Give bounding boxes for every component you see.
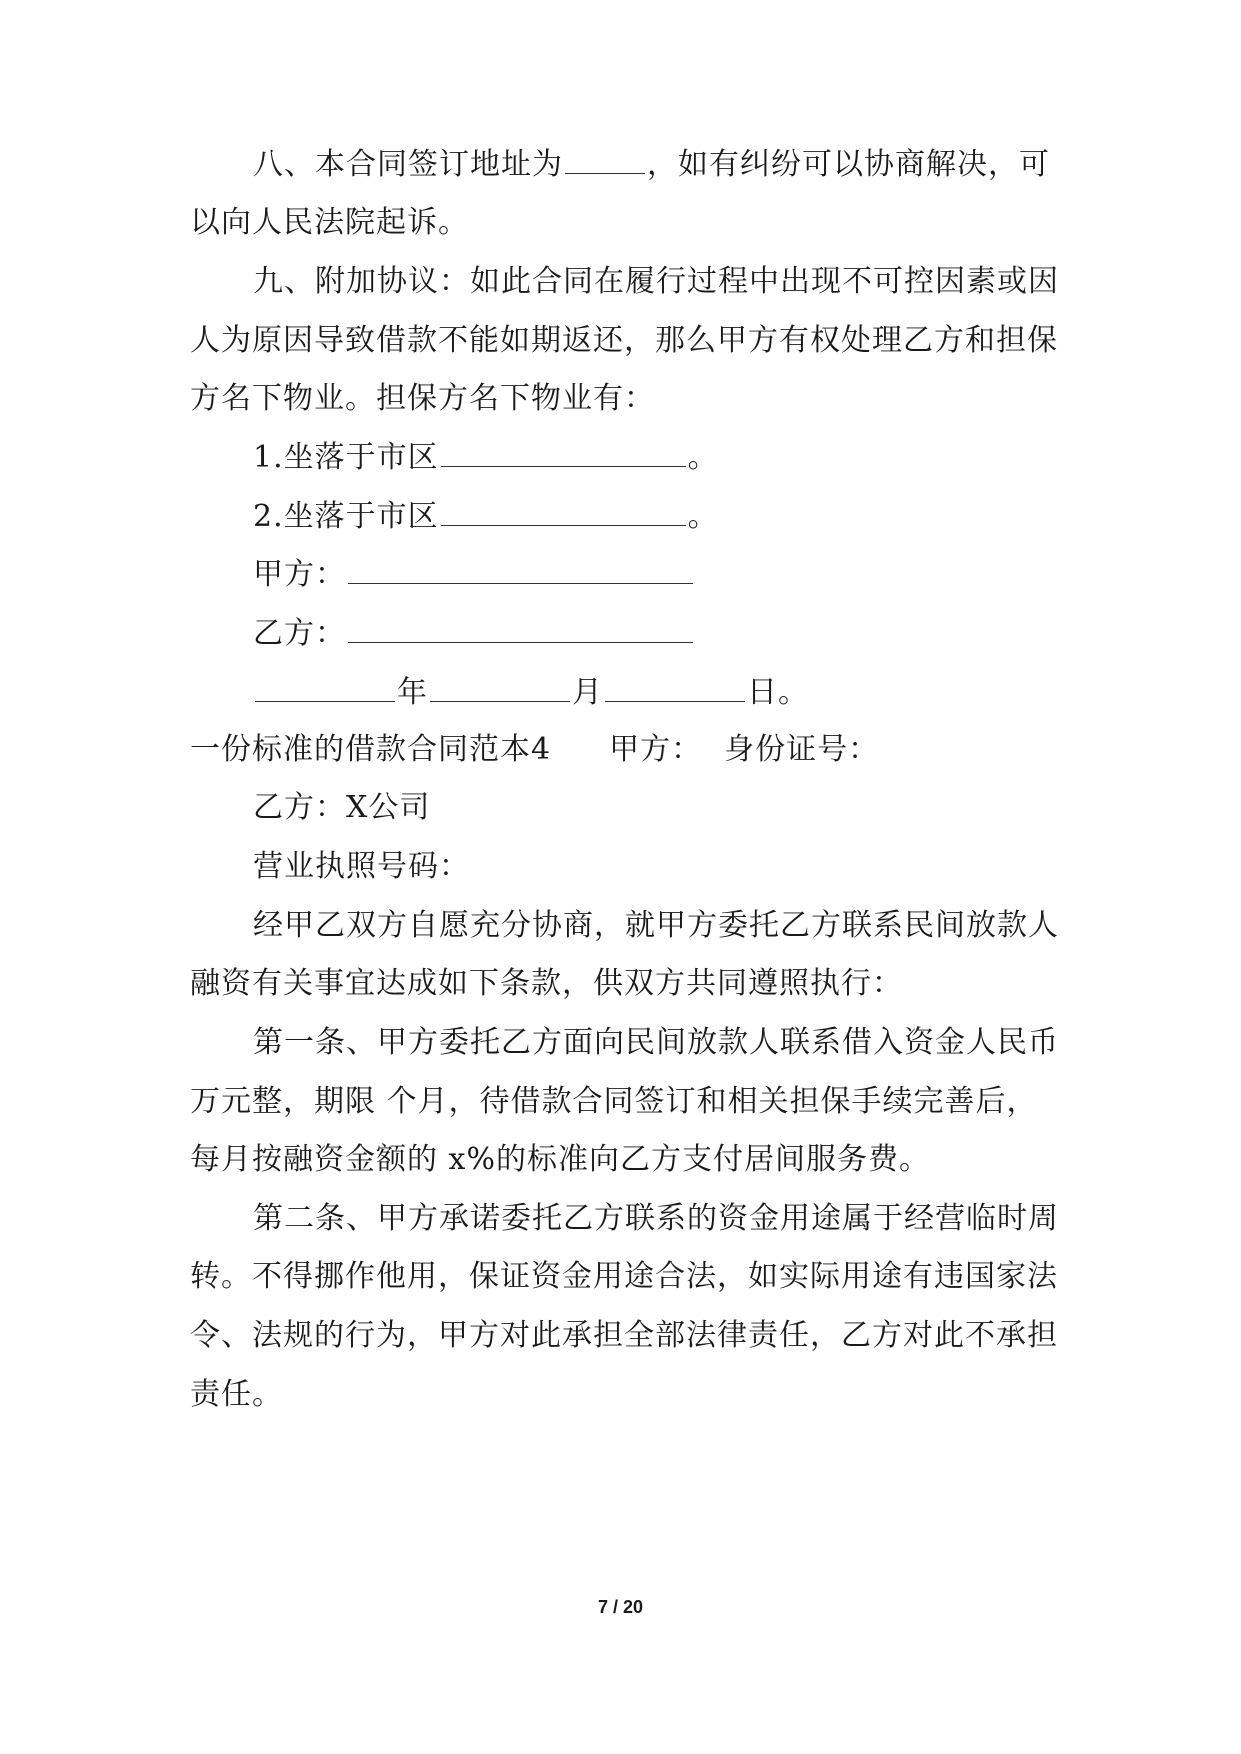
clause8-line1 — [253, 145, 1050, 185]
article2-line4: 责任。 — [190, 1377, 283, 1412]
day-label: 日。 — [747, 675, 809, 710]
contract4-party-b: 乙方：X公司 — [253, 790, 431, 825]
article2-line3: 令、法规的行为，甲方对此承担全部法律责任，乙方对此不承担 — [190, 1318, 1058, 1353]
clause8-text-b: ，如有纠纷可以协商解决，可 — [647, 147, 1050, 182]
clause9-line3: 方名下物业。担保方名下物业有： — [190, 381, 655, 416]
clause9-line1: 九、附加协议：如此合同在履行过程中出现不可控因素或因 — [253, 264, 1059, 299]
month-label: 月 — [572, 675, 603, 710]
party-a-sign-label: 甲方： — [253, 557, 346, 592]
property1-blank — [441, 438, 686, 467]
article1-line2: 万元整，期限 个月，待借款合同签订和相关担保手续完善后， — [190, 1084, 1038, 1119]
contract4-intro-line2: 融资有关事宜达成如下条款，供双方共同遵照执行： — [190, 966, 903, 1001]
party-a-sign-blank — [348, 555, 693, 584]
property1-line — [253, 438, 719, 478]
year-blank — [255, 673, 395, 702]
month-blank — [430, 673, 570, 702]
date-line — [253, 673, 809, 713]
property1-end: 。 — [687, 440, 719, 475]
property2-blank — [441, 497, 686, 526]
property1-label: 1.坐落于市区 — [253, 440, 439, 475]
party-b-sign-blank — [348, 614, 693, 643]
article2-line2: 转。不得挪作他用，保证资金用途合法，如实际用途有违国家法 — [190, 1259, 1058, 1294]
clause8-text-a: 八、本合同签订地址为 — [253, 147, 563, 182]
contract4-license: 营业执照号码： — [253, 849, 470, 884]
page-number: 7 / 20 — [597, 1597, 644, 1617]
article1-line3: 每月按融资金额的 x%的标准向乙方支付居间服务费。 — [190, 1142, 930, 1177]
year-label: 年 — [397, 675, 428, 710]
day-blank — [605, 673, 745, 702]
property2-line — [253, 497, 719, 537]
party-b-signature-line — [253, 614, 695, 654]
clause9-line2: 人为原因导致借款不能如期返还，那么甲方有权处理乙方和担保 — [190, 323, 1058, 358]
clause8-line2: 以向人民法院起诉。 — [190, 205, 469, 240]
contract4-heading-line — [190, 730, 879, 770]
property2-end: 。 — [687, 499, 719, 534]
contract4-intro-line1: 经甲乙双方自愿充分协商，就甲方委托乙方联系民间放款人 — [253, 908, 1059, 943]
contract4-id-number-label: 身份证号： — [724, 732, 880, 767]
party-b-sign-label: 乙方： — [253, 616, 346, 651]
contract4-party-a-label: 甲方： — [609, 732, 703, 767]
party-a-signature-line — [253, 555, 695, 595]
property2-label: 2.坐落于市区 — [253, 499, 439, 534]
contract4-title: 一份标准的借款合同范本4 — [190, 732, 552, 767]
article2-line1: 第二条、甲方承诺委托乙方联系的资金用途属于经营临时周 — [253, 1201, 1059, 1236]
signing-address-blank — [565, 145, 645, 174]
article1-line1: 第一条、甲方委托乙方面向民间放款人联系借入资金人民币 — [253, 1025, 1059, 1060]
